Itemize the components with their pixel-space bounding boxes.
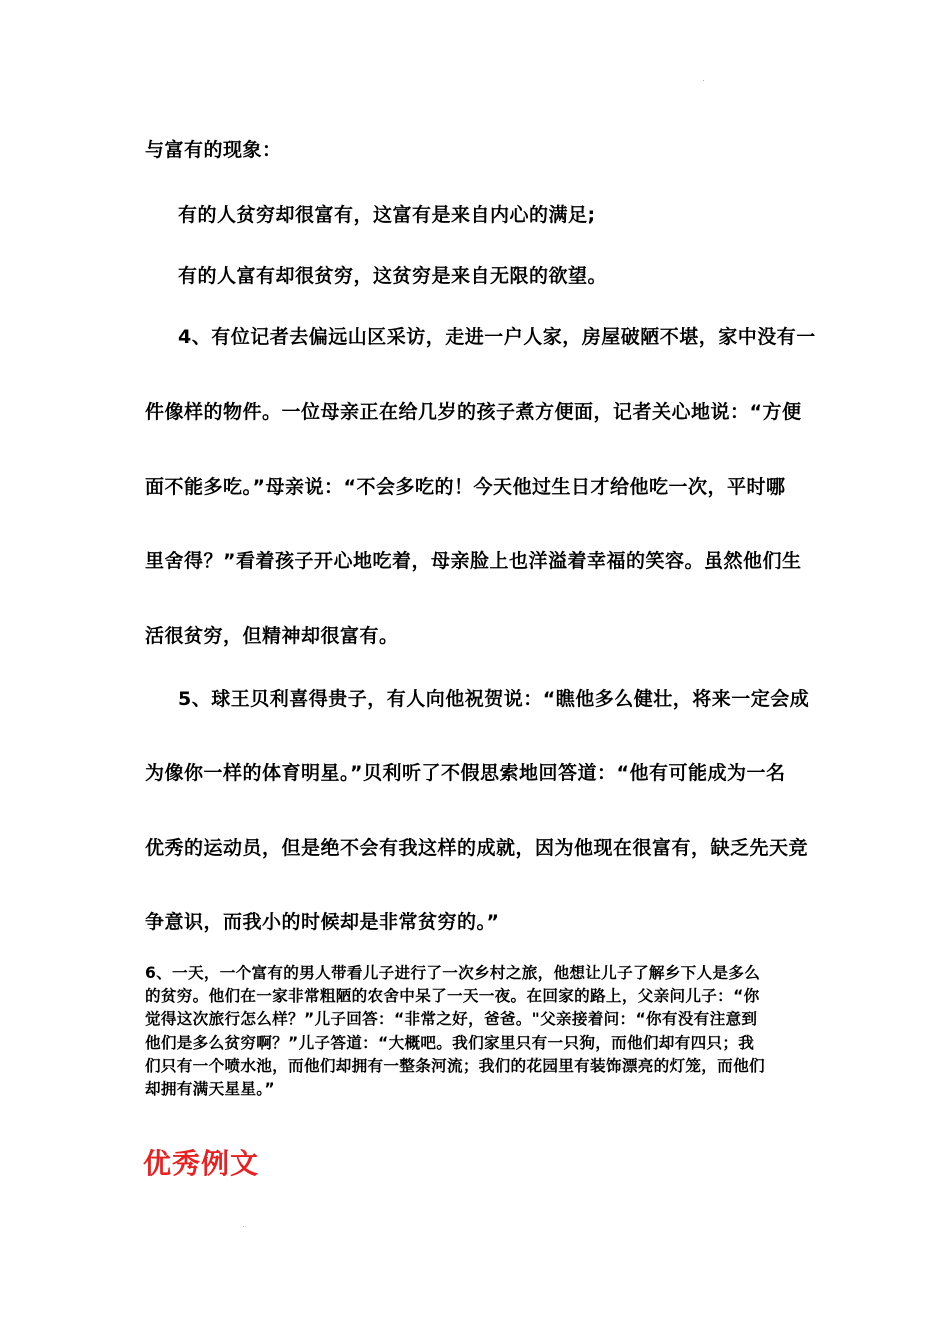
paragraph-6 (145, 962, 810, 1101)
scan-speck (243, 1226, 244, 1227)
text-line: 面不能多吃。”母亲说：“不会多吃的！今天他过生日才给他吃一次，平时哪 (145, 476, 786, 498)
text-line: 为像你一样的体育明星。”贝利听了不假思索地回答道：“他有可能成为一名 (145, 762, 786, 784)
paragraph-6-line: 觉得这次旅行怎么样？”儿子回答：“非常之好，爸爸。"父亲接着问：“你有没有注意到 (145, 1010, 758, 1029)
paragraph-6-line: 却拥有满天星星。” (145, 1080, 275, 1099)
text-line: 活很贫穷，但精神却很富有。 (145, 625, 399, 647)
scan-speck (703, 80, 704, 81)
text-line: 争意识，而我小的时候却是非常贫穷的。” (145, 911, 500, 933)
text-line: 与富有的现象： (145, 139, 282, 161)
text-line: 里舍得？”看着孩子开心地吃着，母亲脸上也洋溢着幸福的笑容。虽然他们生 (145, 550, 802, 572)
text-line: 4、有位记者去偏远山区采访，走进一户人家，房屋破陋不堪，家中没有一 (178, 326, 816, 348)
section-heading: 优秀例文 (143, 1147, 260, 1180)
paragraph-6-line: 的贫穷。他们在一家非常粗陋的农舍中呆了一天一夜。在回家的路上，父亲问儿子：“你 (145, 987, 760, 1006)
text-line: 件像样的物件。一位母亲正在给几岁的孩子煮方便面，记者关心地说：“方便 (145, 401, 802, 423)
text-line: 有的人贫穷却很富有，这富有是来自内心的满足; (178, 204, 596, 226)
paragraph-6-line: 们只有一个喷水池，而他们却拥有一整条河流；我们的花园里有装饰漂亮的灯笼，而他们 (145, 1056, 765, 1075)
paragraph-6-line: 他们是多么贫穷啊？”儿子答道：“大概吧。我们家里只有一只狗，而他们却有四只；我 (145, 1033, 755, 1052)
text-line: 优秀的运动员，但是绝不会有我这样的成就，因为他现在很富有，缺乏先天竞 (145, 837, 809, 859)
text-line: 5、球王贝利喜得贵子，有人向他祝贺说：“瞧他多么健壮，将来一定会成 (178, 688, 810, 710)
text-line: 有的人富有却很贫穷，这贫穷是来自无限的欲望。 (178, 265, 608, 287)
paragraph-6-line: 6、一天，一个富有的男人带看儿子进行了一次乡村之旅，他想让儿子了解乡下人是多么 (145, 964, 761, 982)
